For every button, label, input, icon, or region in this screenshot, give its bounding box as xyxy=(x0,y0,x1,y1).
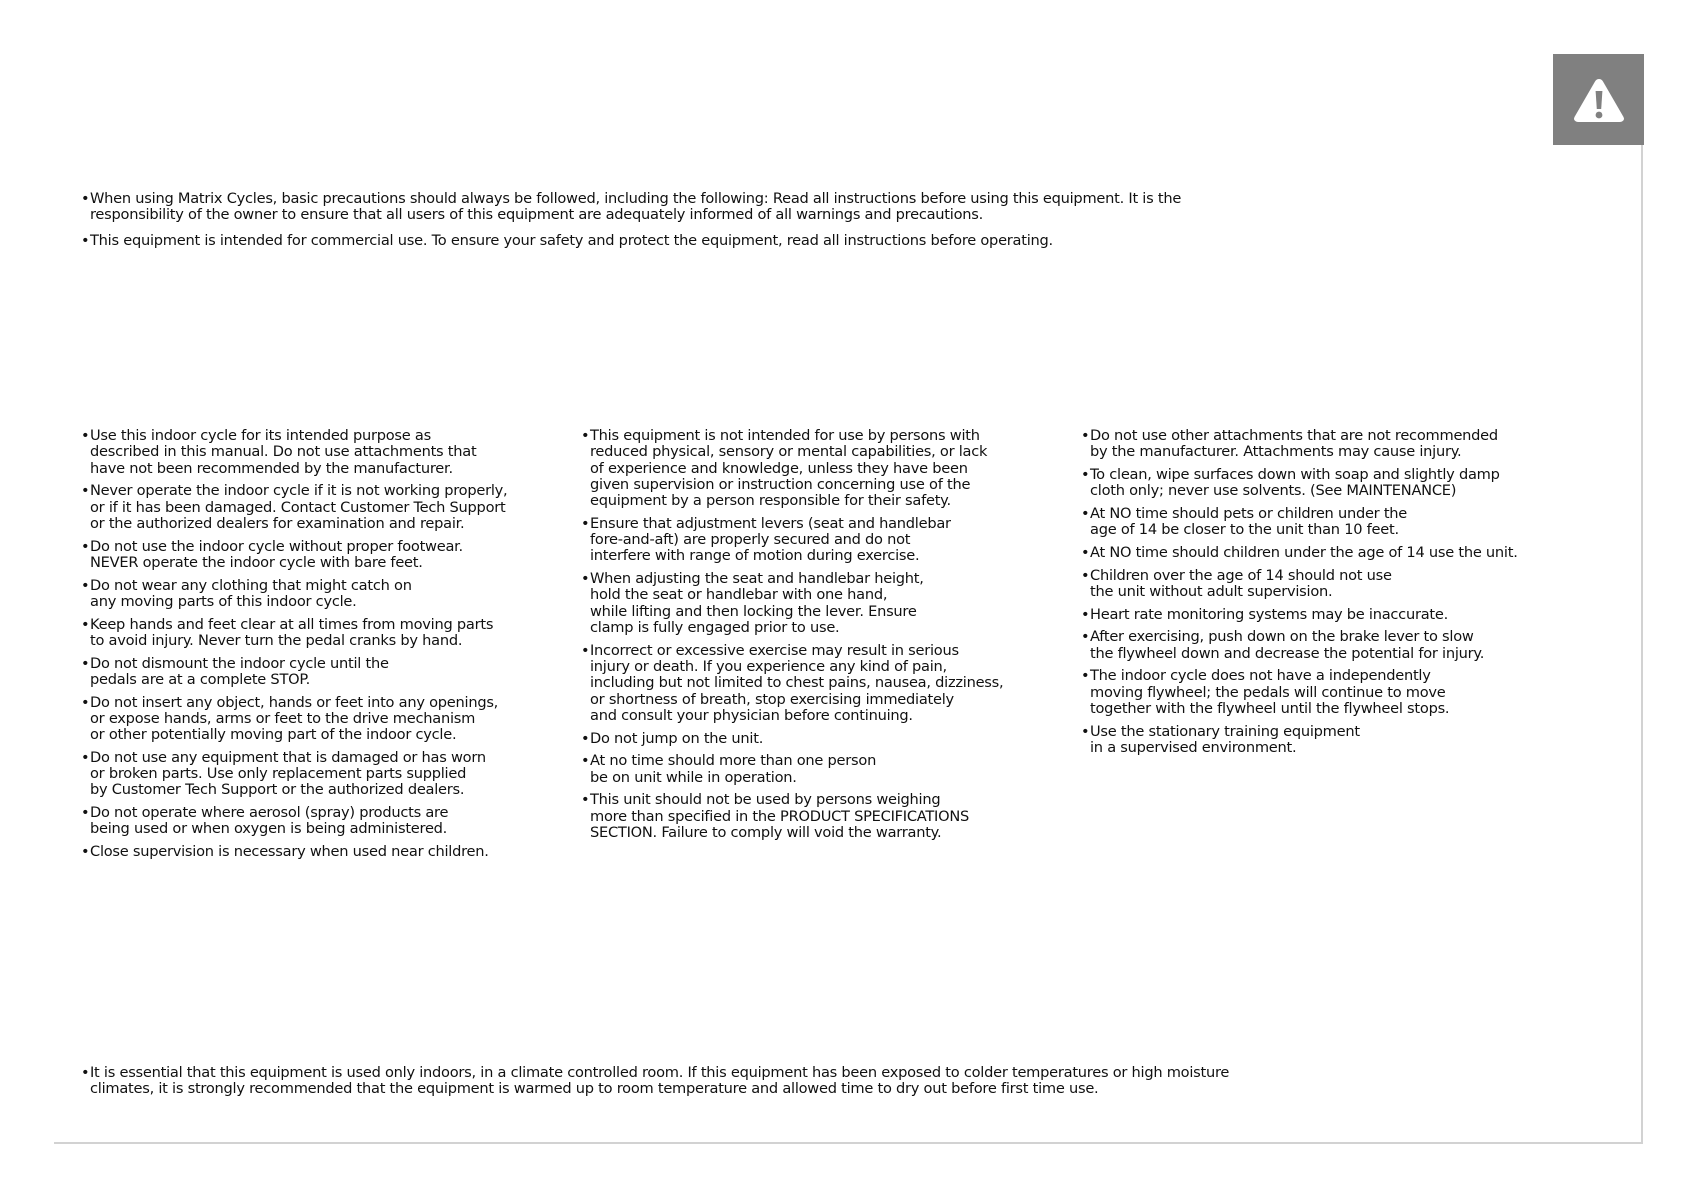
safety-column-1 xyxy=(81,428,561,867)
safety-item: • Use the stationary training equipment in a supervised environment. xyxy=(1081,724,1641,757)
safety-item: • Keep hands and feet clear at all times from moving parts to avoid injury. Never turn the pedal cranks by hand. xyxy=(81,617,561,650)
safety-column-2 xyxy=(581,428,1061,848)
indoor-use-notice xyxy=(81,1065,1261,1098)
safety-item: • Ensure that adjustment levers (seat and handlebar fore-and-aft) are properly secured and do not interfere with range of motion during exercise. xyxy=(581,516,1061,565)
page-border-bottom xyxy=(54,1142,1643,1144)
safety-item: • Do not jump on the unit. xyxy=(581,731,1061,747)
safety-item: • The indoor cycle does not have a independently moving flywheel; the pedals will continue to move together with the flywheel until the flywheel stops. xyxy=(1081,668,1641,717)
warning-triangle-icon xyxy=(1572,76,1626,124)
safety-item: • Do not use the indoor cycle without proper footwear. NEVER operate the indoor cycle with bare feet. xyxy=(81,539,561,572)
intro-item: • When using Matrix Cycles, basic precautions should always be followed, including the following: Read all instructions before using this equipment. It is the responsibility of the owner to ensure that all users of this equipment are adequately informed of all warnings and precautions. xyxy=(81,191,1241,224)
safety-item: • Do not insert any object, hands or feet into any openings, or expose hands, arms or feet to the drive mechanism or other potentially moving part of the indoor cycle. xyxy=(81,695,561,744)
safety-item: • To clean, wipe surfaces down with soap and slightly damp cloth only; never use solvents. (See MAINTENANCE) xyxy=(1081,467,1641,500)
safety-item: • Children over the age of 14 should not use the unit without adult supervision. xyxy=(1081,568,1641,601)
intro-precautions xyxy=(81,191,1241,258)
safety-column-3 xyxy=(1081,428,1641,763)
safety-item: • Use this indoor cycle for its intended purpose as described in this manual. Do not use attachments that have not been recommended by the manufacturer. xyxy=(81,428,561,477)
safety-item: • At NO time should pets or children under the age of 14 be closer to the unit than 10 feet. xyxy=(1081,506,1641,539)
safety-item: • Do not use any equipment that is damaged or has worn or broken parts. Use only replacement parts supplied by Customer Tech Support or the authorized dealers. xyxy=(81,750,561,799)
safety-item: • Heart rate monitoring systems may be inaccurate. xyxy=(1081,607,1641,623)
safety-item: • Do not dismount the indoor cycle until the pedals are at a complete STOP. xyxy=(81,656,561,689)
safety-item: • Do not wear any clothing that might catch on any moving parts of this indoor cycle. xyxy=(81,578,561,611)
safety-item: • This equipment is not intended for use by persons with reduced physical, sensory or mental capabilities, or lack of experience and knowledge, unless they have been given supervision or instruction concerning use of the equipment by a person responsible for their safety. xyxy=(581,428,1061,509)
safety-item: • At NO time should children under the age of 14 use the unit. xyxy=(1081,545,1641,561)
safety-item: • Do not operate where aerosol (spray) products are being used or when oxygen is being administered. xyxy=(81,805,561,838)
outro-item: • It is essential that this equipment is used only indoors, in a climate controlled room. If this equipment has been exposed to colder temperatures or high moisture climates, it is strongly recommended that the equipment is warmed up to room temperature and allowed time to dry out before first time use. xyxy=(81,1065,1261,1098)
safety-item: • At no time should more than one person be on unit while in operation. xyxy=(581,753,1061,786)
warning-tab xyxy=(1553,54,1644,145)
safety-item: • Incorrect or excessive exercise may result in serious injury or death. If you experience any kind of pain, including but not limited to chest pains, nausea, dizziness, or shortness of breath, stop exercising immediately and consult your physician before continuing. xyxy=(581,643,1061,724)
safety-item: • Never operate the indoor cycle if it is not working properly, or if it has been damaged. Contact Customer Tech Support or the authorized dealers for examination and repair. xyxy=(81,483,561,532)
safety-item: • When adjusting the seat and handlebar height, hold the seat or handlebar with one hand, while lifting and then locking the lever. Ensure clamp is fully engaged prior to use. xyxy=(581,571,1061,636)
safety-item: • This unit should not be used by persons weighing more than specified in the PRODUCT SPECIFICATIONS SECTION. Failure to comply will void the warranty. xyxy=(581,792,1061,841)
safety-item: • Do not use other attachments that are not recommended by the manufacturer. Attachments may cause injury. xyxy=(1081,428,1641,461)
page-border-right xyxy=(1641,145,1643,1144)
safety-item: • After exercising, push down on the brake lever to slow the flywheel down and decrease the potential for injury. xyxy=(1081,629,1641,662)
intro-item: • This equipment is intended for commercial use. To ensure your safety and protect the equipment, read all instructions before operating. xyxy=(81,233,1241,249)
safety-item: • Close supervision is necessary when used near children. xyxy=(81,844,561,860)
